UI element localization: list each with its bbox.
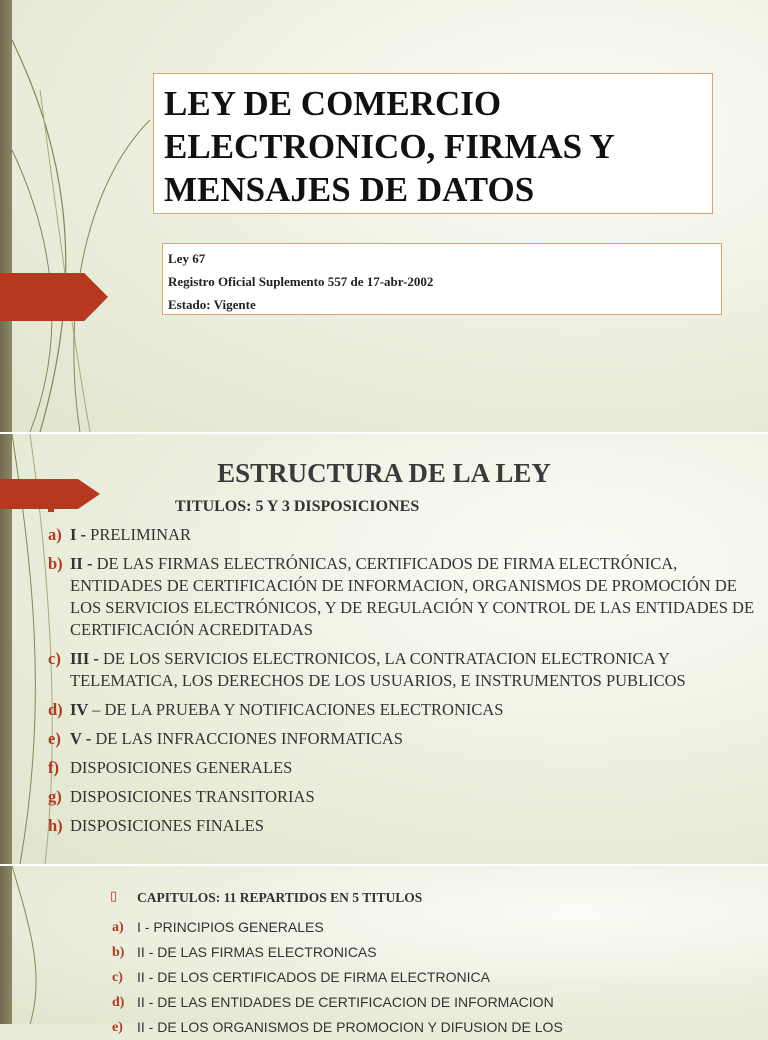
list-item: h) DISPOSICIONES FINALES <box>48 816 264 835</box>
list-item: f) DISPOSICIONES GENERALES <box>48 758 293 777</box>
title-line-1: LEY DE COMERCIO <box>164 84 502 123</box>
slide-structure <box>0 434 768 864</box>
list-item: e) II - DE LOS ORGANISMOS DE PROMOCION Y DIFUSION DE LOS <box>112 1019 563 1035</box>
list-item: g) DISPOSICIONES TRANSITORIAS <box>48 787 315 806</box>
list-item: d) II - DE LAS ENTIDADES DE CERTIFICACION DE INFORMACION <box>112 994 554 1010</box>
decorative-swoosh <box>0 866 80 1024</box>
slide-title <box>0 0 768 432</box>
titles-list <box>48 524 760 844</box>
bullet-icon: ▯ <box>110 888 118 903</box>
title-line-3: MENSAJES DE DATOS <box>164 170 535 209</box>
bullet-square-icon <box>48 506 54 512</box>
law-status: Estado: Vigente <box>168 297 256 312</box>
titles-subtitle: TITULOS: 5 Y 3 DISPOSICIONES <box>175 498 420 515</box>
list-item: c) III - DE LOS SERVICIOS ELECTRONICOS, LA CONTRATACION ELECTRONICA Y TELEMATICA, LOS DERECHOS DE LOS USUARIOS, E INSTRUMENTOS PUBLICOS <box>48 649 686 690</box>
structure-title: ESTRUCTURA DE LA LEY <box>217 458 551 488</box>
slide-chapters <box>0 866 768 1035</box>
law-registry: Registro Oficial Suplemento 557 de 17-abr-2002 <box>168 274 434 289</box>
list-item: b) II - DE LAS FIRMAS ELECTRÓNICAS, CERTIFICADOS DE FIRMA ELECTRÓNICA, ENTIDADES DE CERTIFICACIÓN DE INFORMACION, ORGANISMOS DE PROMOCIÓN DE LOS SERVICIOS ELECTRÓNICOS, Y DE REGULACIÓN Y CONTROL DE LAS ENTIDADES DE CERTIFICACIÓN ACREDITADAS <box>48 554 755 639</box>
chapters-subtitle: CAPITULOS: 11 REPARTIDOS EN 5 TITULOS <box>137 890 423 905</box>
list-item: c) II - DE LOS CERTIFICADOS DE FIRMA ELECTRONICA <box>112 969 490 985</box>
list-item: a) I - PRINCIPIOS GENERALES <box>112 919 324 935</box>
law-number: Ley 67 <box>168 251 206 266</box>
decorative-swoosh <box>0 0 160 432</box>
list-item: b) II - DE LAS FIRMAS ELECTRONICAS <box>112 944 377 960</box>
list-item: d) IV – DE LA PRUEBA Y NOTIFICACIONES ELECTRONICAS <box>48 700 504 719</box>
list-item: a) I - PRELIMINAR <box>48 525 192 544</box>
title-box <box>153 73 713 214</box>
law-info-box <box>162 243 722 315</box>
chapters-list <box>112 915 752 1040</box>
title-line-2: ELECTRONICO, FIRMAS Y <box>164 127 615 166</box>
list-item: e) V - DE LAS INFRACCIONES INFORMATICAS <box>48 729 403 748</box>
